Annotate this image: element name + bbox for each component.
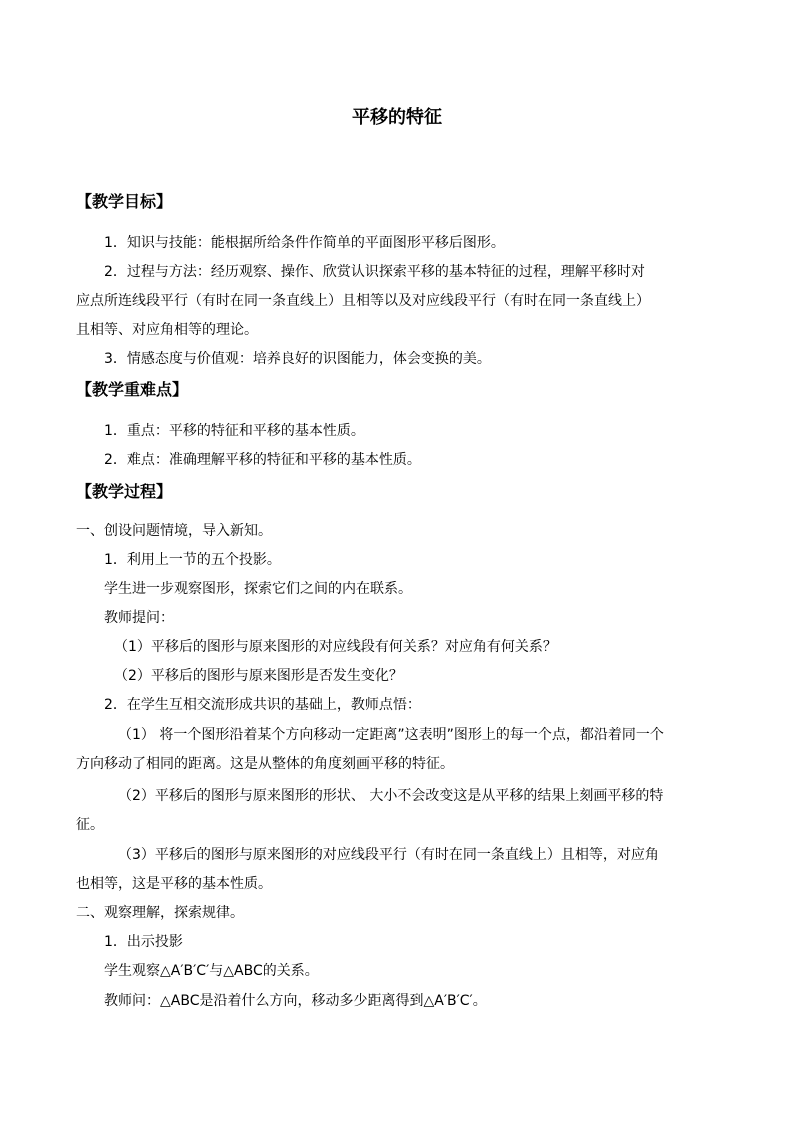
process-line: 教师问：△ABC是沿着什么方向，移动多少距离得到△A′B′C′。 bbox=[104, 993, 487, 1009]
section-heading-objectives: 【教学目标】 bbox=[76, 192, 173, 211]
process-line: （1）平移后的图形与原来图形的对应线段有何关系？对应角有何关系？ bbox=[114, 639, 557, 655]
process-line: 教师提问： bbox=[104, 610, 174, 626]
process-line: 方向移动了相同的距离。这是从整体的角度刻画平移的特征。 bbox=[76, 756, 454, 772]
process-line: 学生进一步观察图形，探索它们之间的内在联系。 bbox=[104, 581, 412, 597]
process-line: 1．出示投影 bbox=[104, 934, 183, 950]
process-line: （3）平移后的图形与原来图形的对应线段平行（有时在同一条直线上）且相等，对应角 bbox=[118, 847, 659, 863]
process-line: （1） 将一个图形沿着某个方向移动一定距离”这表明”图形上的每一个点，都沿着同一个 bbox=[118, 727, 664, 743]
process-line: 二、观察理解，探索规律。 bbox=[76, 905, 244, 921]
process-line: 2．在学生互相交流形成共识的基础上，教师点悟： bbox=[104, 697, 421, 713]
objectives-line: 且相等、对应角相等的理论。 bbox=[76, 322, 258, 338]
objectives-line: 3．情感态度与价值观：培养良好的识图能力，体会变换的美。 bbox=[104, 351, 491, 367]
process-line: 征。 bbox=[76, 817, 104, 833]
objectives-line: 应点所连线段平行（有时在同一条直线上）且相等以及对应线段平行（有时在同一条直线上） bbox=[76, 293, 650, 309]
process-line: 也相等，这是平移的基本性质。 bbox=[76, 876, 272, 892]
process-line: 学生观察△A′B′C′与△ABC的关系。 bbox=[104, 963, 319, 979]
key-points-line: 2．难点：准确理解平移的特征和平移的基本性质。 bbox=[104, 452, 421, 468]
process-line: 一、创设问题情境，导入新知。 bbox=[76, 523, 272, 539]
process-line: （2）平移后的图形与原来图形的形状、 大小不会改变这是从平移的结果上刻画平移的特 bbox=[118, 788, 664, 804]
key-points-line: 1．重点：平移的特征和平移的基本性质。 bbox=[104, 423, 365, 439]
page-title: 平移的特征 bbox=[352, 107, 442, 128]
process-line: 1．利用上一节的五个投影。 bbox=[104, 552, 281, 568]
objectives-line: 1．知识与技能：能根据所给条件作简单的平面图形平移后图形。 bbox=[104, 235, 505, 251]
process-line: （2）平移后的图形与原来图形是否发生变化？ bbox=[114, 668, 403, 684]
section-heading-process: 【教学过程】 bbox=[76, 482, 173, 501]
section-heading-key-points: 【教学重难点】 bbox=[76, 380, 189, 399]
objectives-line: 2．过程与方法：经历观察、操作、欣赏认识探索平移的基本特征的过程，理解平移时对 bbox=[104, 264, 645, 280]
